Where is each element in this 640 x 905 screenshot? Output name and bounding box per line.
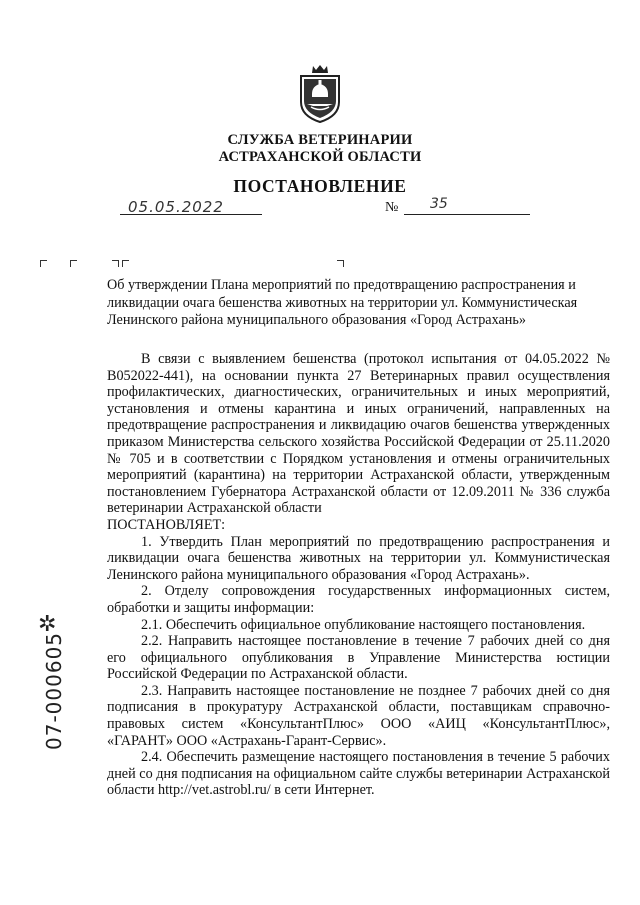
corner-mark (122, 260, 129, 267)
agency-name-line1: СЛУЖБА ВЕТЕРИНАРИИ (227, 132, 413, 148)
number-label: № (385, 200, 399, 215)
clause-2-1: 2.1. Обеспечить официальное опубликование настоящего постановления. (141, 616, 586, 633)
document-subject: Об утверждении Плана мероприятий по предотвращению распространения и ликвидации очага бешенства животных на территории ул. Коммунистическая Ленинского района муниципального образования «Город Астрахань» (107, 277, 578, 329)
number-underline (404, 214, 530, 215)
clause-2-4: 2.4. Обеспечить размещение настоящего постановления в течение 5 рабочих дней со дня подписания на официальном сайте службы ветеринарии Астраханской области http://vet.astrobl.ru/ в сети Интернет. (107, 749, 610, 799)
clause-2: 2. Отделу сопровождения государственных информационных систем, обработки и защиты информации: (107, 583, 610, 616)
document-number: 35 (430, 196, 448, 212)
corner-mark (70, 260, 77, 267)
registration-code (40, 631, 68, 750)
registration-code-text: 07-000605 (42, 631, 66, 750)
date-underline (120, 214, 262, 215)
corner-mark (112, 260, 119, 267)
clause-2-3: 2.3. Направить настоящее постановление не позднее 7 рабочих дней со дня подписания в прокуратуру Астраханской области, поставщикам справочно-правовых систем «КонсультантПлюс» ООО «АИЦ «КонсультантПлюс», «ГАРАНТ» ООО «Астрахань-Гарант-Сервис». (107, 682, 610, 749)
clause-2-2: 2.2. Направить настоящее постановление в течение 7 рабочих дней со дня его официального опубликования в Управление Министерства юстиции Российской Федерации по Астраханской области. (107, 633, 610, 683)
corner-mark (40, 260, 47, 267)
document-type-title: ПОСТАНОВЛЕНИЕ (233, 176, 407, 196)
document-date: 05.05.2022 (128, 198, 224, 216)
document-body (107, 351, 610, 799)
agency-name (150, 132, 490, 166)
margin-symbol-icon: ✲ (38, 612, 57, 637)
agency-name-line2: АСТРАХАНСКОЙ ОБЛАСТИ (218, 149, 422, 165)
corner-mark (337, 260, 344, 267)
coat-of-arms-emblem (297, 62, 343, 124)
decree-word: ПОСТАНОВЛЯЕТ: (107, 516, 226, 533)
clause-1: 1. Утвердить План мероприятий по предотвращению распространения и ликвидации очага бешенства животных на территории ул. Коммунистическая Ленинского района муниципального образования «Город Астрахань». (107, 533, 610, 583)
preamble-paragraph: В связи с выявлением бешенства (протокол испытания от 04.05.2022 № В052022-441), на основании пункта 27 Ветеринарных правил осуществления профилактических, диагностических, ограничительных и иных мероприятий, установления и отмены карантина и иных ограничений, направленных на предотвращение распространения и ликвидацию очагов бешенства утвержденных приказом Министерства сельского хозяйства Российской Федерации от 25.11.2020 № 705 и в соответствии с Порядком установления и отмены ограничительных мероприятий (карантина) на территории Астраханской области, утвержденным постановлением Губернатора Астраханской области от 12.09.2011 № 336 служба ветеринарии Астраханской области (107, 351, 610, 517)
